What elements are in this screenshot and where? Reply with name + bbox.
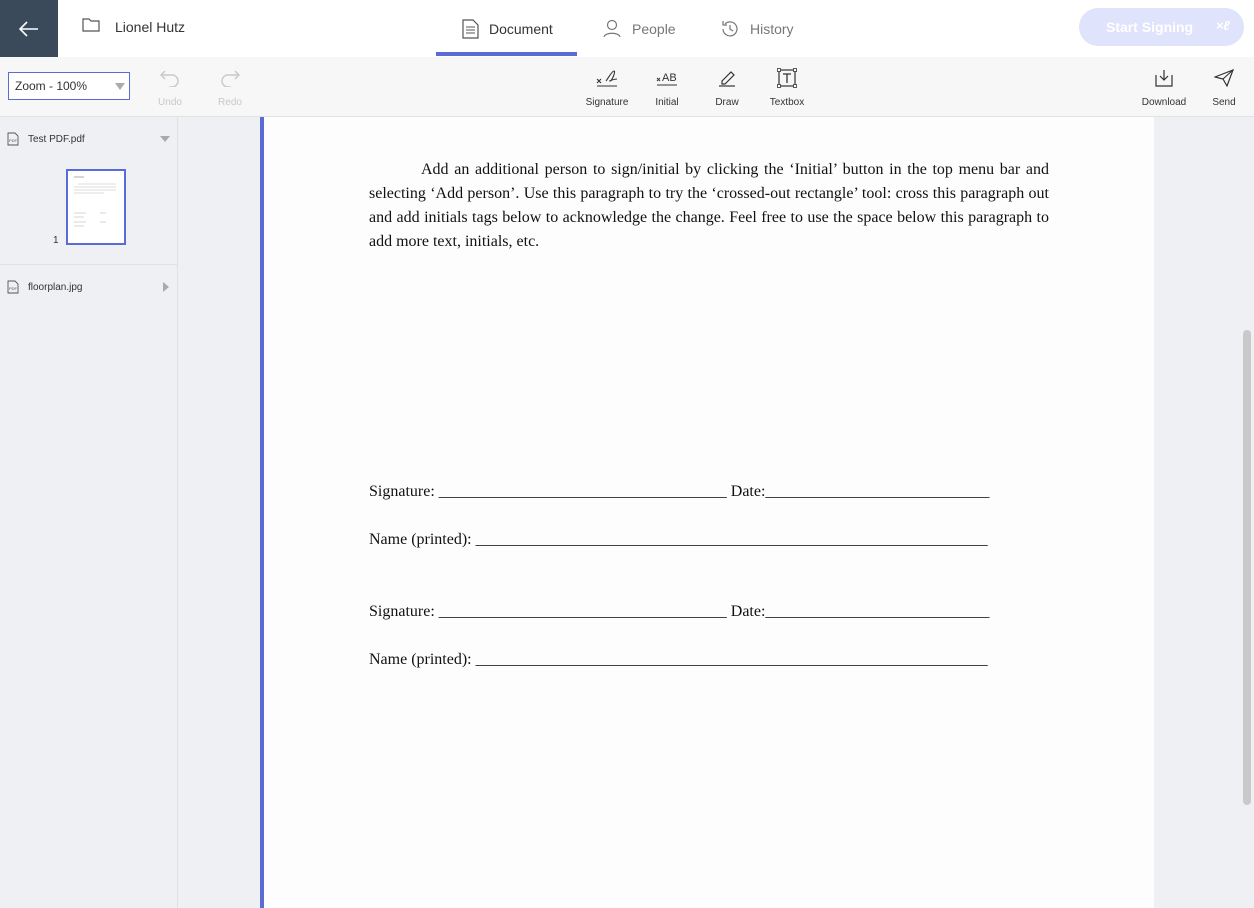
download-icon bbox=[1155, 69, 1173, 87]
chevron-down-icon bbox=[115, 83, 125, 90]
redo-label: Redo bbox=[218, 97, 242, 108]
redo-icon bbox=[220, 69, 240, 87]
signature-line: Signature: ____________________________________ Date:____________________________ bbox=[369, 603, 990, 620]
zoom-value: Zoom - 100% bbox=[15, 79, 88, 93]
folder-name[interactable]: Lionel Hutz bbox=[115, 19, 186, 35]
textbox-icon bbox=[777, 68, 797, 88]
svg-text:AB: AB bbox=[662, 72, 677, 84]
tab-people[interactable] bbox=[602, 0, 676, 57]
download-label: Download bbox=[1141, 97, 1187, 108]
download-button[interactable] bbox=[1134, 65, 1194, 111]
file-sidebar bbox=[0, 117, 178, 908]
top-bar bbox=[0, 0, 1254, 57]
document-paragraph: Add an additional person to sign/initial by clicking the ‘Initial’ button in the top menu bar and selecting ‘Add person’. Use this paragraph to try the ‘crossed-out rectangle’ tool: cross this paragraph out and add initials tags below to acknowledge the change. Feel free to use the space below this paragraph to add more text, initials, etc. bbox=[369, 161, 1049, 250]
svg-text:PDF: PDF bbox=[9, 138, 17, 143]
chevron-right-icon[interactable] bbox=[162, 282, 170, 292]
zoom-select[interactable] bbox=[8, 72, 130, 100]
tab-history[interactable] bbox=[720, 0, 794, 57]
page-thumbnail[interactable] bbox=[66, 169, 126, 245]
svg-text:PDF: PDF bbox=[9, 286, 17, 291]
undo-label: Undo bbox=[158, 97, 182, 108]
send-label: Send bbox=[1212, 97, 1236, 108]
initial-icon bbox=[656, 69, 678, 87]
start-signing-button[interactable] bbox=[1079, 8, 1244, 46]
send-icon bbox=[1214, 69, 1234, 87]
initial-tool-button[interactable] bbox=[637, 65, 697, 111]
pdf-file-icon bbox=[7, 280, 19, 294]
pdf-file-icon bbox=[7, 132, 19, 146]
signature-tool-label: Signature bbox=[585, 97, 629, 108]
draw-tool-label: Draw bbox=[715, 97, 739, 108]
redo-button[interactable] bbox=[200, 65, 260, 111]
textbox-tool-label: Textbox bbox=[769, 97, 805, 108]
divider bbox=[0, 264, 178, 265]
file-name: Test PDF.pdf bbox=[28, 133, 85, 145]
history-icon bbox=[720, 19, 740, 39]
active-tab-indicator bbox=[436, 52, 577, 56]
folder-icon bbox=[82, 17, 100, 32]
arrow-left-icon bbox=[19, 21, 39, 37]
page-number: 1 bbox=[53, 235, 59, 246]
person-icon bbox=[602, 19, 622, 38]
tab-document[interactable] bbox=[462, 0, 553, 57]
file-item-test-pdf[interactable] bbox=[0, 124, 178, 154]
name-printed-line: Name (printed): ________________________________________________________________ bbox=[369, 531, 988, 548]
name-printed-line: Name (printed): ________________________________________________________________ bbox=[369, 651, 988, 668]
document-canvas[interactable] bbox=[178, 117, 1254, 908]
send-button[interactable] bbox=[1194, 65, 1254, 111]
draw-tool-button[interactable] bbox=[697, 65, 757, 111]
pen-icon bbox=[717, 68, 737, 88]
back-button[interactable] bbox=[0, 0, 58, 57]
file-item-floorplan[interactable] bbox=[0, 272, 178, 302]
document-page[interactable] bbox=[260, 117, 1154, 908]
tab-people-label: People bbox=[632, 20, 676, 37]
undo-button[interactable] bbox=[140, 65, 200, 111]
signature-icon bbox=[596, 69, 618, 87]
chevron-down-icon[interactable] bbox=[160, 135, 170, 143]
file-name: floorplan.jpg bbox=[28, 281, 83, 293]
signature-glyph-icon: ×ℓ bbox=[1215, 18, 1230, 33]
scrollbar-thumb[interactable] bbox=[1243, 330, 1251, 805]
signature-tool-button[interactable] bbox=[577, 65, 637, 111]
initial-tool-label: Initial bbox=[655, 97, 679, 108]
document-icon bbox=[462, 19, 479, 39]
page-thumbnail-preview bbox=[68, 171, 124, 243]
textbox-tool-button[interactable] bbox=[757, 65, 817, 111]
tab-document-label: Document bbox=[489, 20, 553, 37]
tab-history-label: History bbox=[750, 20, 794, 37]
undo-icon bbox=[160, 69, 180, 87]
signature-line: Signature: ____________________________________ Date:____________________________ bbox=[369, 483, 990, 500]
start-signing-label: Start Signing bbox=[1106, 19, 1194, 35]
toolbar bbox=[0, 57, 1254, 117]
